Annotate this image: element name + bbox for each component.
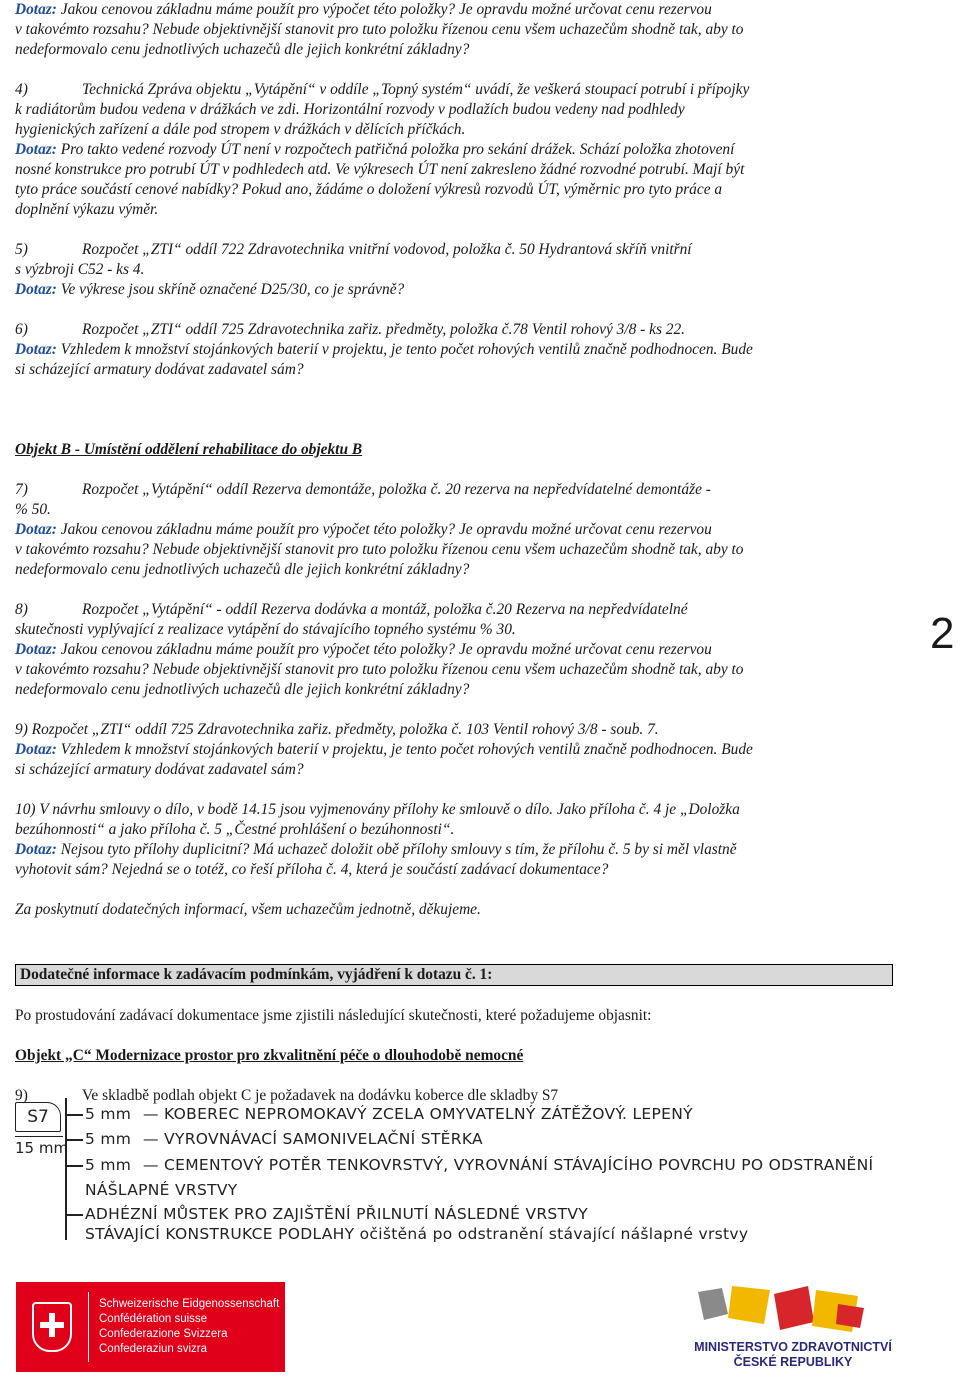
dotaz-label: Dotaz: xyxy=(15,521,57,538)
question-9: 9) Rozpočet „ZTI“ oddíl 725 Zdravotechnika zařiz. předměty, položka č. 103 Ventil rohový 3/8 - soub. 7. xyxy=(15,721,659,738)
text: Technická Zpráva objektu „Vytápění“ v oddíle „Topný systém“ uvádí, že veškerá stoupací potrubí i přípojky xyxy=(82,81,750,98)
text: vyhotovit sám? Nejedná se o totéž, co řeší příloha č. 4, která je součástí zadávací dokumentace? xyxy=(15,861,609,878)
text: Ve výkrese jsou skříně označené D25/30, co je správně? xyxy=(56,281,405,298)
logo-line: Confederaziun svizra xyxy=(99,1343,208,1355)
layer-2 xyxy=(85,1129,483,1149)
ministry-of-health-logo xyxy=(676,1284,910,1374)
layer-tick xyxy=(65,1214,83,1216)
question-5 xyxy=(15,240,895,260)
dotaz-label: Dotaz: xyxy=(15,641,57,658)
divider xyxy=(88,1292,89,1362)
text: nedeformovalo cenu jednotlivých uchazečů dle jejich konkrétní základny? xyxy=(15,561,470,578)
text: skutečnosti vyplývající z realizace vytápění do stávajícího topného systému % 30. xyxy=(15,621,516,638)
text: s výzbroji C52 - ks 4. xyxy=(15,261,145,278)
text: si scházející armatury dodávat zadavatel sám? xyxy=(15,761,304,778)
text: doplnění výkazu výměr. xyxy=(15,201,159,218)
text: Rozpočet „Vytápění“ - oddíl Rezerva dodávka a montáž, položka č.20 Rezerva na nepředvídatelné xyxy=(82,601,688,618)
question-10: 10) V návrhu smlouvy o dílo, v bodě 14.15 jsou vyjmenovány přílohy ke smlouvě o dílo. Jako příloha č. 4 je „Doložka xyxy=(15,801,740,818)
layer-4 xyxy=(85,1204,588,1224)
layer-1 xyxy=(85,1104,693,1124)
swiss-cross-icon xyxy=(32,1302,72,1352)
question-number: 7) xyxy=(15,481,28,498)
layer-text: — VYROVNÁVACÍ SAMONIVELAČNÍ STĚRKA xyxy=(143,1130,483,1148)
text: Rozpočet „ZTI“ oddíl 725 Zdravotechnika zařiz. předměty, položka č.78 Ventil rohový 3/8 - ks 22. xyxy=(82,321,686,338)
text: nosné konstrukce pro potrubí ÚT v podhledech atd. Ve výkresech ÚT není zakresleno žádné rozvodné potrubí. Mají být xyxy=(15,161,745,178)
text: Jakou cenovou základnu máme použít pro výpočet této položky? Je opravdu možné určovat cenu rezervou xyxy=(56,641,712,658)
intro-line: nedeformovalo cenu jednotlivých uchazečů dle jejich konkrétní základny? xyxy=(15,41,470,58)
question-number: 5) xyxy=(15,241,28,258)
layer-tick xyxy=(65,1165,83,1167)
text: si scházející armatury dodávat zadavatel sám? xyxy=(15,361,304,378)
layer-tick xyxy=(65,1114,83,1116)
text: Rozpočet „Vytápění“ oddíl Rezerva demontáže, položka č. 20 rezerva na nepředvídatelné demontáže - xyxy=(82,481,711,498)
section-heading-b: Objekt B - Umístění oddělení rehabilitace do objektu B xyxy=(15,441,363,458)
dotaz-label: Dotaz: xyxy=(15,1,57,18)
question-number: 9) xyxy=(15,1087,28,1104)
text: Ve skladbě podlah objekt C je požadavek na dodávku koberce dle skladby S7 xyxy=(82,1087,559,1104)
question-4 xyxy=(15,80,895,100)
question-number: 4) xyxy=(15,81,28,98)
intro-line xyxy=(15,0,895,20)
layer-text: STÁVAJÍCÍ KONSTRUKCE PODLAHY očištěná po odstranění stávající nášlapné vrstvy xyxy=(85,1225,749,1243)
question-7 xyxy=(15,480,895,500)
logo-line: Schweizerische Eidgenossenschaft xyxy=(99,1298,280,1310)
swiss-logo-text xyxy=(99,1297,279,1357)
text: Nejsou tyto přílohy duplicitní? Má uchazeč doložit obě přílohy smlouvy s tím, že přílohu č. 5 by si měl vlastně xyxy=(56,841,737,858)
divider xyxy=(15,1136,63,1137)
intro-line: v takovémto rozsahu? Nebude objektivnější stanovit pro tuto položku řízenou cenu všem uchazečům shodně tak, aby to xyxy=(15,21,744,38)
text: k radiátorům budou vedena v drážkách ve zdi. Horizontální rozvody v podlažích budou vedeny nad podhledy xyxy=(15,101,685,118)
dotaz-label: Dotaz: xyxy=(15,341,57,358)
text: v takovémto rozsahu? Nebude objektivnější stanovit pro tuto položku řízenou cenu všem uchazečům shodně tak, aby to xyxy=(15,541,744,558)
question-number: 8) xyxy=(15,601,28,618)
emblem-shape xyxy=(774,1286,814,1330)
layer-thickness: 5 mm xyxy=(85,1130,132,1148)
section-heading-c: Objekt „C“ Modernizace prostor pro zkvalitnění péče o dlouhodobě nemocné xyxy=(15,1047,524,1064)
text: % 50. xyxy=(15,501,51,518)
layer-text: — KOBEREC NEPROMOKAVÝ ZCELA OMYVATELNÝ ZÁTĚŽOVÝ. LEPENÝ xyxy=(143,1105,693,1123)
question-number: 6) xyxy=(15,321,28,338)
layer-thickness: 5 mm xyxy=(85,1156,132,1174)
document-body xyxy=(15,0,895,1106)
dotaz-label: Dotaz: xyxy=(15,141,57,158)
composition-code: S7 xyxy=(15,1102,61,1132)
emblem-shape xyxy=(698,1288,728,1320)
layer-thickness: 5 mm xyxy=(85,1105,132,1123)
logo-line: MINISTERSTVO ZDRAVOTNICTVÍ xyxy=(694,1340,892,1354)
emblem-shape xyxy=(836,1304,864,1328)
question-8 xyxy=(15,600,895,620)
layer-text: ADHÉZNÍ MŮSTEK PRO ZAJIŠTĚNÍ PŘILNUTÍ NÁSLEDNÉ VRSTVY xyxy=(85,1205,589,1223)
intro-paragraph: Po prostudování zadávací dokumentace jsme zjistili následující skutečnosti, které požadujeme objasnit: xyxy=(15,1007,652,1024)
logo-line: Confédération suisse xyxy=(99,1313,208,1325)
additional-info-heading: Dodatečné informace k zadávacím podmínkám, vyjádření k dotazu č. 1: xyxy=(15,964,893,986)
text: tyto práce součástí cenové nabídky? Pokud ano, žádáme o doložení výkresů rozvodů ÚT, výměrnic pro tyto práce a xyxy=(15,181,723,198)
swiss-confederation-logo xyxy=(16,1282,285,1372)
layer-3 xyxy=(85,1155,873,1175)
text: nedeformovalo cenu jednotlivých uchazečů dle jejich konkrétní základny? xyxy=(15,681,470,698)
floor-composition-drawing xyxy=(15,1096,895,1244)
layer-tick xyxy=(65,1139,83,1141)
footer-logos xyxy=(0,1270,960,1378)
text: Pro takto vedené rozvody ÚT není v rozpočtech patřičná položka pro sekání drážek. Schází položka zhotovení xyxy=(56,141,735,158)
dotaz-label: Dotaz: xyxy=(15,281,57,298)
text: Jakou cenovou základnu máme použít pro výpočet této položky? Je opravdu možné určovat cenu rezervou xyxy=(56,521,712,538)
text: Vzhledem k množství stojánkových baterií v projektu, je tento počet rohových ventilů značně podhodnocen. Bude xyxy=(56,741,753,758)
dotaz-label: Dotaz: xyxy=(15,841,57,858)
layer-text: NÁŠLAPNÉ VRSTVY xyxy=(85,1181,238,1199)
thanks-line: Za poskytnutí dodatečných informací, všem uchazečům jednotně, děkujeme. xyxy=(15,901,481,918)
layer-text: — CEMENTOVÝ POTĚR TENKOVRSTVÝ, VYROVNÁNÍ STÁVAJÍCÍHO POVRCHU PO ODSTRANĚNÍ xyxy=(143,1156,874,1174)
ministry-emblem-icon xyxy=(688,1284,878,1338)
page-number: 2 xyxy=(930,609,955,658)
text: bezúhonnosti“ a jako příloha č. 5 „Čestné prohlášení o bezúhonnosti“. xyxy=(15,821,455,838)
text: Rozpočet „ZTI“ oddíl 722 Zdravotechnika vnitřní vodovod, položka č. 50 Hydrantová skříň vnitřní xyxy=(82,241,692,258)
question-6 xyxy=(15,320,895,340)
text: v takovémto rozsahu? Nebude objektivnější stanovit pro tuto položku řízenou cenu všem uchazečům shodně tak, aby to xyxy=(15,661,744,678)
layer-bracket xyxy=(65,1098,81,1240)
emblem-shape xyxy=(728,1286,770,1324)
dotaz-label: Dotaz: xyxy=(15,741,57,758)
text: Vzhledem k množství stojánkových baterií v projektu, je tento počet rohových ventilů značně podhodnocen. Bude xyxy=(56,341,753,358)
composition-thickness: 15 mm xyxy=(15,1139,69,1157)
logo-line: Confederazione Svizzera xyxy=(99,1328,228,1340)
text: hygienických zařízení a dále pod stropem v drážkách v dělících příčkách. xyxy=(15,121,466,138)
text: Jakou cenovou základnu máme použít pro výpočet této položky? Je opravdu možné určovat cenu rezervou xyxy=(56,1,712,18)
layer-3-cont xyxy=(85,1180,238,1200)
ministry-logo-text xyxy=(680,1340,906,1370)
layer-5 xyxy=(85,1224,748,1244)
logo-line: ČESKÉ REPUBLIKY xyxy=(733,1355,853,1369)
